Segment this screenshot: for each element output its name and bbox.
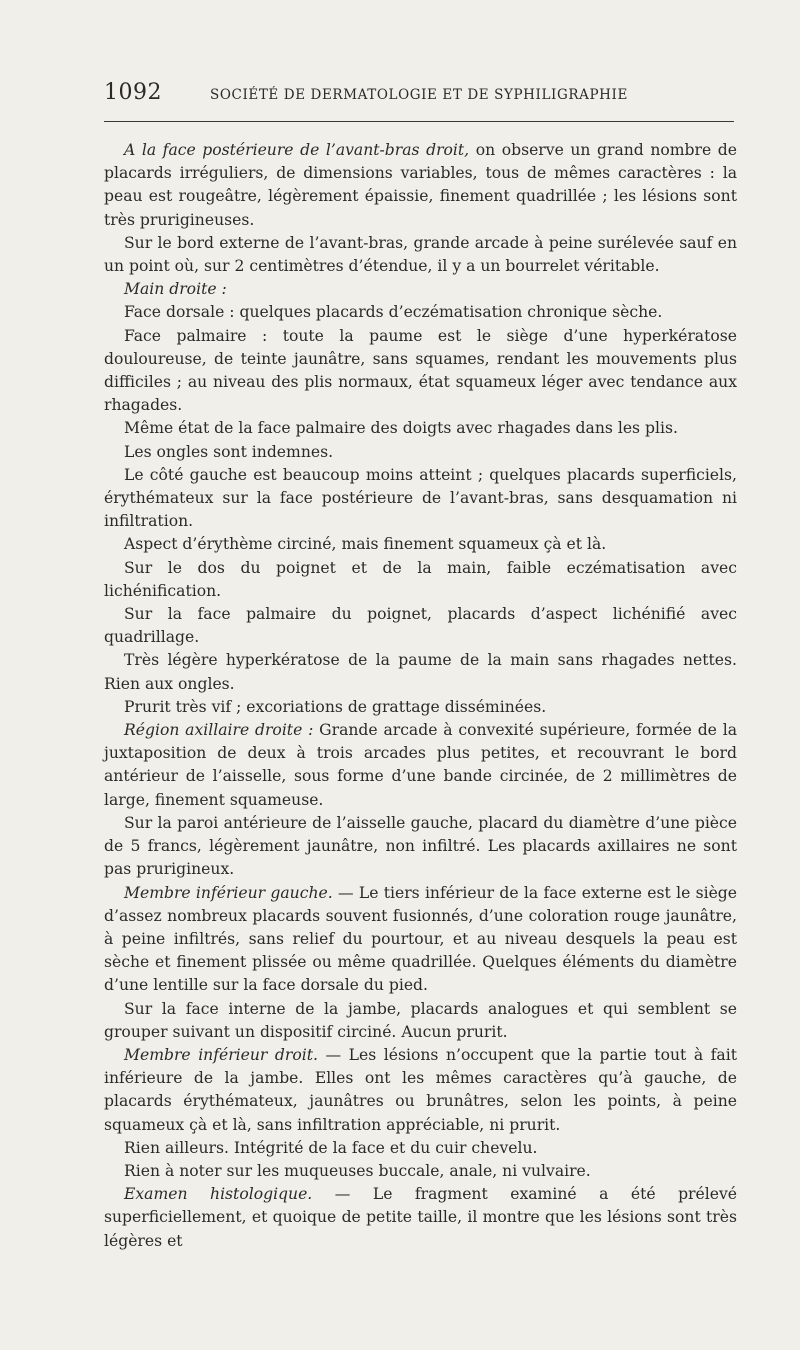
paragraph-lead: A la face postérieure de l’avant-bras droit, (124, 141, 470, 159)
paragraph (104, 603, 737, 649)
paragraph-text: Très légère hyperkératose de la paume de la main sans rhagades nettes. Rien aux ongles. (104, 651, 737, 693)
paragraph (104, 278, 737, 301)
body-text (104, 139, 737, 1253)
paragraph-text: Sur la face palmaire du poignet, placards d’aspect lichénifié avec quadrillage. (104, 605, 737, 647)
paragraph (104, 882, 737, 998)
paragraph-text: Rien à noter sur les muqueuses buccale, anale, ni vulvaire. (124, 1161, 591, 1180)
paragraph-text: Sur la face interne de la jambe, placards analogues et qui semblent se grouper suivant un dispositif circiné. Aucun prurit. (104, 999, 737, 1041)
paragraph (104, 464, 737, 534)
paragraph-text: Aspect d’érythème circiné, mais finement squameux çà et là. (124, 535, 607, 554)
paragraph (104, 533, 737, 556)
paragraph (104, 301, 737, 324)
header-rule (104, 121, 734, 122)
paragraph-text: Face dorsale : quelques placards d’eczématisation chronique sèche. (124, 303, 663, 322)
paragraph (104, 998, 737, 1044)
running-title: SOCIÉTÉ DE DERMATOLOGIE ET DE SYPHILIGRAPHIE (210, 87, 628, 103)
paragraph-text: Grande arcade à convexité supérieure, formée de la juxtaposition de deux à trois arcades plus petites, et recouvrant le bord antérieur de l’aisselle, sous forme d’une bande circinée, de 2 millimètres de large, finement squameuse. (104, 721, 738, 809)
paragraph-lead: Main droite : (124, 280, 227, 299)
paragraph-text: Prurit très vif ; excoriations de grattage disséminées. (124, 697, 547, 716)
paragraph (104, 649, 737, 695)
paragraph (104, 417, 737, 440)
paragraph-text: on observe un grand nombre de placards irréguliers, de dimensions variables, tous de mêmes caractères : la peau est rougeâtre, légèrement épaissie, finement quadrillée ; les lésions sont très prurigineuses. (104, 141, 737, 229)
paragraph (104, 1044, 737, 1137)
paragraph (104, 441, 737, 464)
paragraph (104, 719, 737, 812)
paragraph (104, 232, 737, 278)
paragraph-text: Face palmaire : toute la paume est le siège d’une hyperkératose douloureuse, de teinte jaunâtre, sans squames, rendant les mouvements plus difficiles ; au niveau des plis normaux, état squameux léger avec tendance aux rhagades. (104, 326, 737, 415)
paragraph (104, 325, 737, 418)
paragraph-text: Rien ailleurs. Intégrité de la face et du cuir chevelu. (124, 1138, 538, 1157)
paragraph-text: — Le tiers inférieur de la face externe est le siège d’assez nombreux placards souvent fusionnés, d’une coloration rouge jaunâtre, à peine infiltrés, sans relief du pourtour, et au niveau desquels la peau est sèche et finement plissée ou même quadrillée. Quelques éléments du diamètre d’une lentille sur la face dorsale du pied. (104, 883, 738, 995)
paragraph-lead: Membre inférieur gauche. (124, 883, 333, 902)
paragraph-text: — Les lésions n’occupent que la partie tout à fait inférieure de la jambe. Elles ont les mêmes caractères qu’à gauche, de placards érythémateux, jaunâtres ou brunâtres, selon les points, à peine squameux çà et là, sans infiltration appréciable, ni prurit. (104, 1045, 737, 1134)
paragraph (104, 557, 737, 603)
paragraph-text: Même état de la face palmaire des doigts avec rhagades dans les plis. (124, 419, 678, 438)
paragraph (104, 696, 737, 719)
paragraph-text: Le côté gauche est beaucoup moins atteint ; quelques placards superficiels, érythémateux sur la face postérieure de l’avant-bras, sans desquamation ni infiltration. (104, 465, 737, 531)
paragraph-text: Sur le dos du poignet et de la main, faible eczématisation avec lichénification. (104, 558, 737, 600)
paragraph-text: Sur le bord externe de l’avant-bras, grande arcade à peine surélevée sauf en un point où, sur 2 centimètres d’étendue, il y a un bourrelet véritable. (104, 233, 737, 276)
paragraph (104, 1183, 737, 1253)
paragraph-lead: Membre inférieur droit. (124, 1045, 318, 1064)
paragraph-lead: Examen histologique. (124, 1185, 313, 1204)
page-number: 1092 (104, 80, 162, 105)
paragraph (104, 139, 737, 232)
paragraph (104, 1137, 737, 1160)
paragraph-text: — Le fragment examiné a été prélevé superficiellement, et quoique de petite taille, il montre que les lésions sont très légères et (104, 1185, 737, 1250)
paragraph-text: Sur la paroi antérieure de l’aisselle gauche, placard du diamètre d’une pièce de 5 francs, légèrement jaunâtre, non infiltré. Les placards axillaires ne sont pas prurigineux. (104, 813, 737, 879)
paragraph-text: Les ongles sont indemnes. (124, 442, 334, 461)
running-header (104, 80, 734, 105)
paragraph (104, 812, 737, 882)
paragraph (104, 1160, 737, 1183)
paragraph-lead: Région axillaire droite : (124, 721, 314, 740)
